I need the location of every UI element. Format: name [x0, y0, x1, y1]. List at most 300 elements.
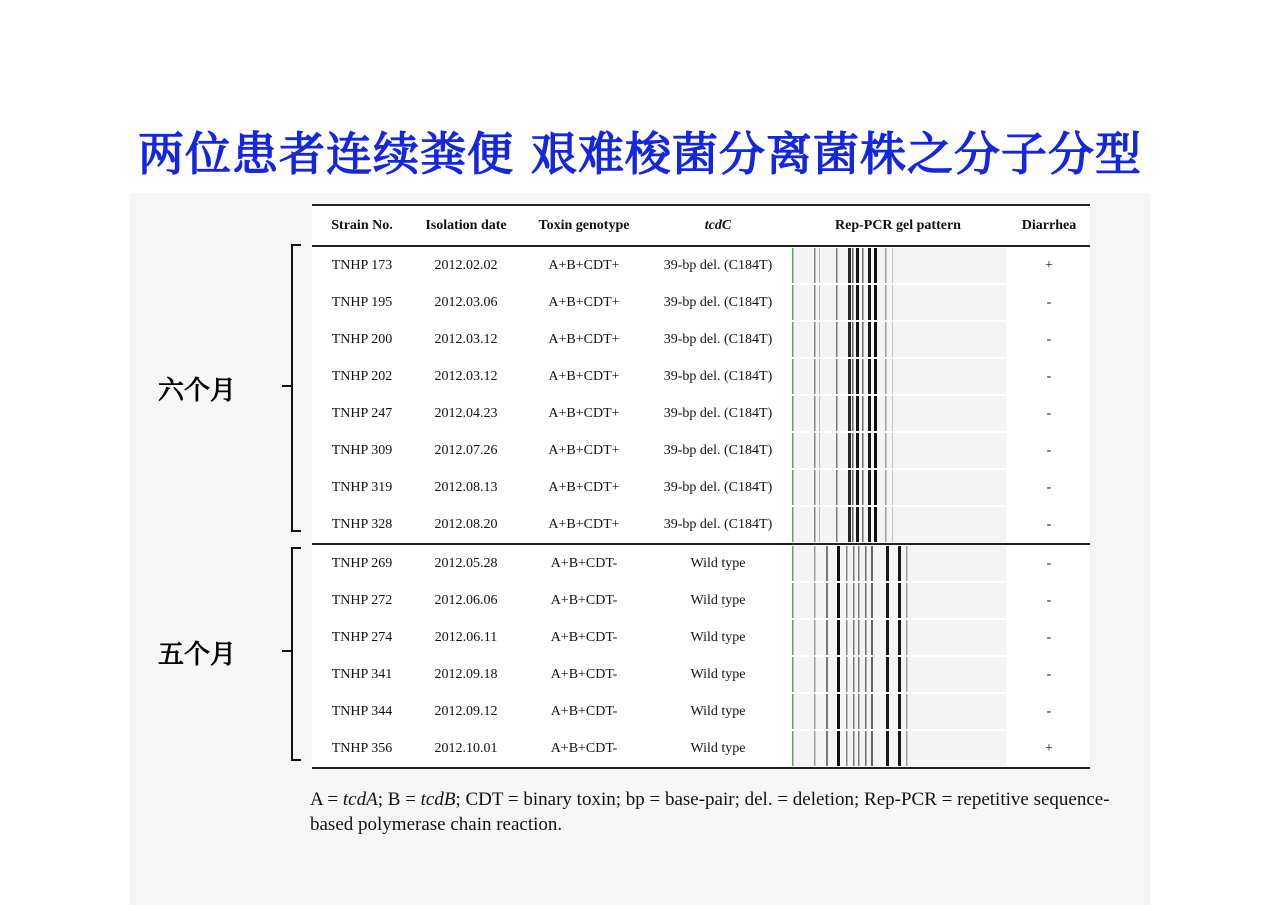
gel-band — [871, 583, 873, 618]
row-diarrhea: - — [1046, 294, 1052, 310]
gel-lane-image — [788, 657, 1008, 692]
gel-lane-edge — [792, 248, 794, 283]
group-label-five-months: 五个月 — [158, 640, 237, 670]
gel-band — [826, 731, 828, 766]
gel-band — [858, 546, 860, 581]
row-toxin-genotype: A+B+CDT+ — [548, 442, 620, 458]
row-diarrhea: - — [1046, 592, 1052, 608]
gel-band — [871, 731, 873, 766]
table-row — [312, 246, 1090, 284]
table-row — [312, 656, 1090, 693]
gel-band — [885, 470, 887, 505]
gel-band — [906, 694, 908, 729]
gel-band — [906, 657, 908, 692]
gel-band — [852, 470, 854, 505]
row-gel-pattern — [788, 395, 1008, 432]
row-gel-pattern — [788, 656, 1008, 693]
gel-band — [848, 507, 851, 542]
row-toxin-genotype: A+B+CDT+ — [548, 368, 620, 384]
bracket-five-months — [291, 547, 301, 761]
gel-band — [852, 507, 854, 542]
gel-band — [846, 731, 848, 766]
gel-band — [852, 396, 854, 431]
gel-band — [814, 396, 816, 431]
gel-lane-background — [792, 470, 1006, 505]
row-gel-pattern — [788, 284, 1008, 321]
gel-lane-background — [792, 248, 1006, 283]
gel-band — [871, 657, 873, 692]
row-toxin-genotype: A+B+CDT+ — [548, 331, 620, 347]
gel-band — [836, 359, 838, 394]
gel-band — [868, 248, 871, 283]
gel-band — [885, 322, 887, 357]
gel-band — [846, 657, 848, 692]
row-gel-pattern — [788, 432, 1008, 469]
gel-band — [846, 694, 848, 729]
gel-band — [814, 694, 816, 729]
row-isolation-date: 2012.06.06 — [434, 592, 498, 608]
gel-band — [858, 731, 860, 766]
gel-band — [871, 694, 873, 729]
row-diarrhea: - — [1046, 629, 1052, 645]
gel-band — [898, 583, 901, 618]
row-tcdc: 39-bp del. (C184T) — [663, 442, 773, 458]
row-isolation-date: 2012.07.26 — [434, 442, 498, 458]
gel-band — [868, 396, 871, 431]
gel-band — [874, 507, 877, 542]
footnote-a-eq: A = — [310, 789, 343, 810]
gel-band — [856, 396, 859, 431]
row-gel-pattern — [788, 544, 1008, 582]
gel-band — [826, 620, 828, 655]
row-tcdc: 39-bp del. (C184T) — [663, 331, 773, 347]
gel-band — [856, 507, 859, 542]
gel-band — [848, 248, 851, 283]
gel-band — [856, 285, 859, 320]
gel-band — [898, 620, 901, 655]
row-toxin-genotype: A+B+CDT+ — [548, 405, 620, 421]
gel-band — [874, 248, 877, 283]
row-diarrhea: - — [1046, 368, 1052, 384]
gel-lane-edge — [792, 620, 794, 655]
gel-lane-edge — [792, 731, 794, 766]
gel-band — [871, 620, 873, 655]
row-tcdc: Wild type — [690, 592, 746, 608]
gel-lane-image — [788, 731, 1008, 766]
gel-band — [819, 470, 820, 505]
gel-band — [846, 546, 848, 581]
gel-band — [892, 248, 893, 283]
row-tcdc: Wild type — [690, 629, 746, 645]
gel-band — [837, 583, 840, 618]
row-gel-pattern — [788, 506, 1008, 544]
row-gel-pattern — [788, 619, 1008, 656]
gel-band — [886, 731, 889, 766]
gel-band — [837, 546, 840, 581]
slide-title: 两位患者连续粪便 艰难梭菌分离菌株之分子分型 — [137, 127, 1142, 181]
row-strain: TNHP 202 — [331, 368, 393, 384]
row-tcdc: Wild type — [690, 703, 746, 719]
gel-band — [885, 285, 887, 320]
gel-lane-edge — [792, 507, 794, 542]
gel-band — [846, 620, 848, 655]
row-tcdc: Wild type — [690, 666, 746, 682]
gel-band — [862, 507, 864, 542]
table-row — [312, 730, 1090, 768]
row-isolation-date: 2012.06.11 — [434, 629, 498, 645]
gel-band — [865, 620, 867, 655]
row-tcdc: 39-bp del. (C184T) — [663, 479, 773, 495]
gel-band — [868, 322, 871, 357]
gel-band — [836, 322, 838, 357]
gel-band — [826, 546, 828, 581]
gel-band — [862, 470, 864, 505]
gel-band — [852, 285, 854, 320]
table-row — [312, 582, 1090, 619]
table-row — [312, 469, 1090, 506]
gel-band — [886, 583, 889, 618]
gel-lane-edge — [792, 546, 794, 581]
gel-lane-background — [792, 322, 1006, 357]
row-gel-pattern — [788, 321, 1008, 358]
gel-band — [862, 248, 864, 283]
gel-band — [814, 433, 816, 468]
row-strain: TNHP 344 — [331, 703, 393, 719]
row-gel-pattern — [788, 730, 1008, 768]
gel-band — [874, 396, 877, 431]
header-gel-pattern: Rep-PCR gel pattern — [788, 205, 1008, 246]
gel-band — [819, 396, 820, 431]
gel-band — [856, 470, 859, 505]
row-strain: TNHP 195 — [331, 294, 393, 310]
row-diarrhea: - — [1046, 442, 1052, 458]
gel-lane-edge — [792, 470, 794, 505]
table-row — [312, 506, 1090, 544]
gel-band — [814, 248, 816, 283]
gel-lane-image — [788, 620, 1008, 655]
row-strain: TNHP 247 — [331, 405, 393, 421]
gel-band — [848, 359, 851, 394]
gel-lane-image — [788, 507, 1008, 542]
gel-band — [906, 731, 908, 766]
gel-band — [856, 359, 859, 394]
gel-band — [874, 322, 877, 357]
gel-lane-image — [788, 359, 1008, 394]
gel-lane-edge — [792, 359, 794, 394]
gel-band — [892, 322, 893, 357]
gel-band — [814, 546, 816, 581]
header-strain-no: Strain No. — [312, 205, 412, 246]
footnote-a-val: tcdA — [342, 789, 378, 810]
gel-band — [862, 433, 864, 468]
row-diarrhea: - — [1046, 405, 1052, 421]
gel-lane-image — [788, 322, 1008, 357]
header-row — [312, 205, 1090, 246]
table-row — [312, 544, 1090, 582]
gel-band — [886, 657, 889, 692]
row-strain: TNHP 269 — [331, 555, 393, 571]
gel-band — [852, 359, 854, 394]
table-row — [312, 358, 1090, 395]
gel-band — [906, 546, 908, 581]
header-diarrhea: Diarrhea — [1008, 205, 1090, 246]
gel-band — [874, 433, 877, 468]
row-toxin-genotype: A+B+CDT- — [550, 703, 618, 719]
gel-band — [865, 694, 867, 729]
gel-band — [853, 657, 855, 692]
gel-lane-image — [788, 433, 1008, 468]
row-tcdc: 39-bp del. (C184T) — [663, 405, 773, 421]
row-diarrhea: - — [1046, 555, 1052, 571]
gel-lane-edge — [792, 396, 794, 431]
gel-band — [885, 396, 887, 431]
gel-band — [836, 470, 838, 505]
gel-band — [858, 620, 860, 655]
row-toxin-genotype: A+B+CDT+ — [548, 479, 620, 495]
bracket-six-months — [291, 244, 301, 532]
row-gel-pattern — [788, 582, 1008, 619]
row-strain: TNHP 200 — [331, 331, 393, 347]
gel-lane-edge — [792, 433, 794, 468]
row-gel-pattern — [788, 246, 1008, 284]
gel-lane-edge — [792, 285, 794, 320]
gel-band — [836, 285, 838, 320]
gel-band — [874, 359, 877, 394]
table-row — [312, 619, 1090, 656]
gel-band — [868, 359, 871, 394]
row-isolation-date: 2012.09.18 — [434, 666, 498, 682]
gel-band — [837, 657, 840, 692]
gel-band — [862, 359, 864, 394]
footnote-rest: ; CDT = binary toxin; bp = base-pair; del. = deletion; Rep-PCR = repetitive sequence-based polymerase chain reaction. — [310, 789, 1110, 835]
row-isolation-date: 2012.04.23 — [434, 405, 498, 421]
gel-lane-image — [788, 248, 1008, 283]
gel-band — [836, 396, 838, 431]
gel-band — [836, 248, 838, 283]
gel-band — [853, 583, 855, 618]
gel-band — [814, 620, 816, 655]
gel-band — [826, 583, 828, 618]
gel-band — [819, 359, 820, 394]
row-tcdc: 39-bp del. (C184T) — [663, 257, 773, 273]
row-diarrhea: + — [1045, 257, 1053, 273]
row-tcdc: 39-bp del. (C184T) — [663, 294, 773, 310]
table-row — [312, 432, 1090, 469]
gel-lane-image — [788, 546, 1008, 581]
table-row — [312, 693, 1090, 730]
gel-band — [852, 433, 854, 468]
gel-band — [848, 322, 851, 357]
row-tcdc: 39-bp del. (C184T) — [648, 506, 788, 544]
row-strain: TNHP 328 — [312, 506, 412, 544]
gel-band — [852, 248, 854, 283]
row-strain: TNHP 319 — [331, 479, 393, 495]
gel-band — [814, 583, 816, 618]
gel-band — [858, 694, 860, 729]
gel-band — [862, 396, 864, 431]
gel-band — [874, 470, 877, 505]
row-diarrhea: - — [1046, 666, 1052, 682]
gel-band — [819, 285, 820, 320]
gel-band — [846, 583, 848, 618]
gel-band — [848, 433, 851, 468]
gel-lane-edge — [792, 322, 794, 357]
row-strain: TNHP 309 — [331, 442, 393, 458]
gel-band — [814, 322, 816, 357]
gel-band — [885, 359, 887, 394]
row-isolation-date: 2012.03.12 — [434, 331, 498, 347]
gel-band — [898, 546, 901, 581]
gel-band — [886, 620, 889, 655]
gel-band — [865, 583, 867, 618]
gel-band — [819, 433, 820, 468]
gel-band — [819, 322, 820, 357]
gel-band — [865, 731, 867, 766]
row-isolation-date: 2012.05.28 — [434, 555, 498, 571]
gel-lane-edge — [792, 583, 794, 618]
row-toxin-genotype: A+B+CDT+ — [548, 294, 620, 310]
strain-table — [312, 204, 1090, 769]
gel-band — [892, 507, 893, 542]
gel-band — [814, 731, 816, 766]
gel-lane-image — [788, 470, 1008, 505]
row-diarrhea: + — [1008, 730, 1090, 768]
gel-band — [892, 359, 893, 394]
gel-lane-background — [792, 285, 1006, 320]
row-gel-pattern — [788, 693, 1008, 730]
row-isolation-date: 2012.03.06 — [434, 294, 498, 310]
gel-band — [874, 285, 877, 320]
gel-lane-edge — [792, 657, 794, 692]
row-toxin-genotype: A+B+CDT- — [550, 592, 618, 608]
footnote-b-eq: ; B = — [377, 789, 421, 810]
gel-band — [871, 546, 873, 581]
row-tcdc: Wild type — [648, 730, 788, 768]
gel-band — [836, 507, 838, 542]
gel-band — [826, 694, 828, 729]
gel-lane-background — [792, 433, 1006, 468]
row-strain: TNHP 356 — [312, 730, 412, 768]
gel-band — [885, 507, 887, 542]
gel-lane-image — [788, 583, 1008, 618]
row-diarrhea: - — [1046, 479, 1052, 495]
header-toxin-genotype: Toxin genotype — [520, 205, 648, 246]
bracket-tick-six-months — [282, 385, 291, 387]
gel-band — [862, 285, 864, 320]
table-body — [312, 246, 1090, 768]
gel-band — [858, 657, 860, 692]
row-isolation-date: 2012.03.12 — [434, 368, 498, 384]
gel-band — [814, 657, 816, 692]
gel-band — [848, 470, 851, 505]
gel-band — [858, 583, 860, 618]
gel-band — [819, 248, 820, 283]
row-strain: TNHP 341 — [331, 666, 393, 682]
group-label-six-months: 六个月 — [158, 376, 237, 406]
gel-band — [898, 731, 901, 766]
gel-band — [892, 285, 893, 320]
gel-band — [814, 285, 816, 320]
gel-band — [892, 396, 893, 431]
bracket-tick-five-months — [282, 650, 291, 652]
gel-band — [868, 285, 871, 320]
gel-lane-background — [792, 359, 1006, 394]
gel-band — [868, 433, 871, 468]
row-toxin-genotype: A+B+CDT+ — [520, 506, 648, 544]
gel-band — [886, 694, 889, 729]
gel-band — [856, 322, 859, 357]
gel-band — [898, 657, 901, 692]
gel-band — [868, 470, 871, 505]
gel-band — [848, 396, 851, 431]
row-diarrhea: - — [1008, 506, 1090, 544]
row-strain: TNHP 272 — [331, 592, 393, 608]
gel-band — [892, 470, 893, 505]
gel-band — [865, 657, 867, 692]
row-toxin-genotype: A+B+CDT- — [550, 555, 618, 571]
row-tcdc: 39-bp del. (C184T) — [663, 368, 773, 384]
header-isolation-date: Isolation date — [412, 205, 520, 246]
row-gel-pattern — [788, 469, 1008, 506]
row-toxin-genotype: A+B+CDT- — [550, 629, 618, 645]
gel-band — [837, 694, 840, 729]
gel-lane-image — [788, 396, 1008, 431]
gel-band — [906, 583, 908, 618]
table-row — [312, 321, 1090, 358]
row-diarrhea: - — [1046, 331, 1052, 347]
row-isolation-date: 2012.09.12 — [434, 703, 498, 719]
row-isolation-date: 2012.02.02 — [434, 257, 498, 273]
gel-band — [885, 433, 887, 468]
row-strain: TNHP 274 — [331, 629, 393, 645]
gel-band — [814, 470, 816, 505]
table-row — [312, 284, 1090, 321]
gel-band — [898, 694, 901, 729]
gel-band — [814, 359, 816, 394]
gel-band — [853, 620, 855, 655]
gel-band — [865, 546, 867, 581]
gel-band — [892, 433, 893, 468]
row-isolation-date: 2012.10.01 — [412, 730, 520, 768]
gel-band — [868, 507, 871, 542]
gel-lane-background — [792, 507, 1006, 542]
row-toxin-genotype: A+B+CDT- — [550, 666, 618, 682]
row-isolation-date: 2012.08.13 — [434, 479, 498, 495]
gel-band — [853, 694, 855, 729]
gel-band — [814, 507, 816, 542]
gel-band — [853, 731, 855, 766]
gel-lane-image — [788, 285, 1008, 320]
gel-band — [853, 546, 855, 581]
row-isolation-date: 2012.08.20 — [412, 506, 520, 544]
gel-band — [826, 657, 828, 692]
row-toxin-genotype: A+B+CDT+ — [548, 257, 620, 273]
gel-lane-image — [788, 694, 1008, 729]
row-strain: TNHP 173 — [331, 257, 393, 273]
gel-band — [886, 546, 889, 581]
gel-band — [856, 248, 859, 283]
row-toxin-genotype: A+B+CDT- — [520, 730, 648, 768]
row-tcdc: Wild type — [690, 555, 746, 571]
gel-lane-background — [792, 396, 1006, 431]
gel-band — [856, 433, 859, 468]
gel-band — [852, 322, 854, 357]
gel-band — [837, 731, 840, 766]
gel-band — [837, 620, 840, 655]
footnote-b-val: tcdB — [420, 789, 456, 810]
table-row — [312, 395, 1090, 432]
gel-band — [885, 248, 887, 283]
